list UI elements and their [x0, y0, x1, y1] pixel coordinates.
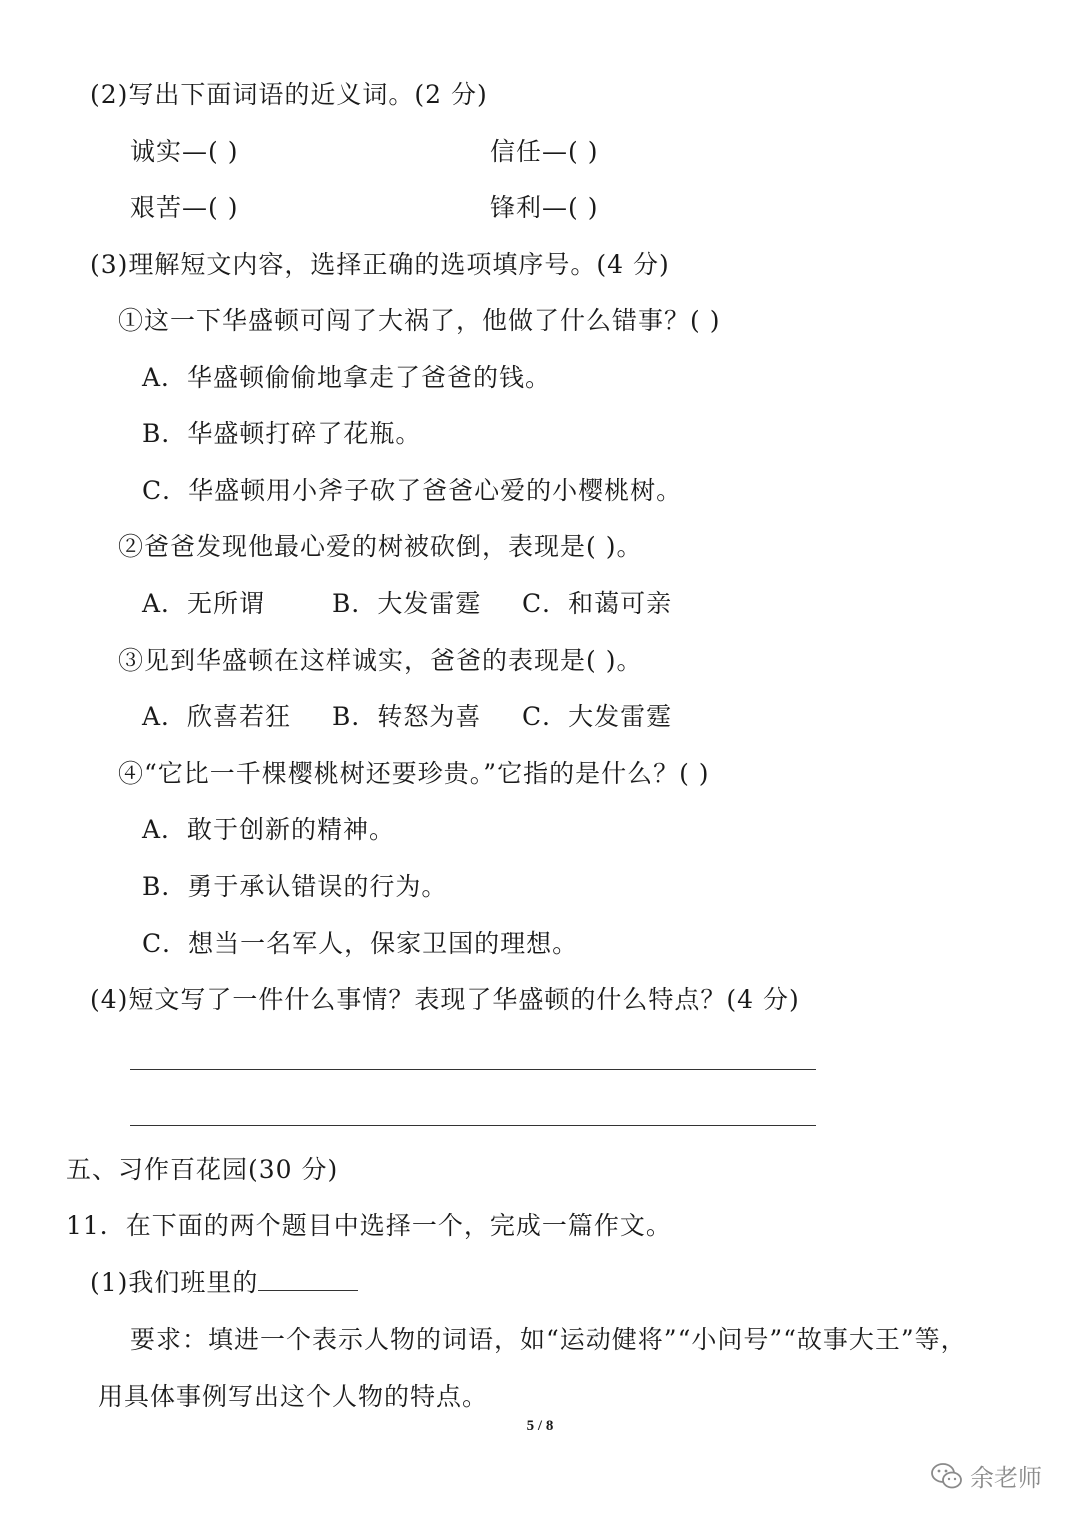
q2-title: (2)写出下面词语的近义词。(2 分)	[90, 80, 488, 109]
watermark	[930, 1458, 1042, 1493]
q3-sub1-option-a: A．华盛顿偷偷地拿走了爸爸的钱。	[142, 363, 552, 392]
answer-line-2	[130, 1125, 816, 1126]
essay-requirement-line-1: 要求：填进一个表示人物的词语，如“运动健将”“小问号”“故事大王”等，	[130, 1325, 967, 1354]
q2-item-sharp: 锋利—( )	[490, 193, 599, 222]
q3-sub4-stem: ④“它比一千棵樱桃树还要珍贵。”它指的是什么？( )	[118, 759, 710, 788]
q2-item-honest: 诚实—( )	[130, 137, 239, 166]
q3-sub1-stem: ①这一下华盛顿可闯了大祸了，他做了什么错事？( )	[118, 306, 721, 335]
q3-sub2-stem: ②爸爸发现他最心爱的树被砍倒，表现是( )。	[118, 532, 643, 561]
q3-sub4-option-b: B．勇于承认错误的行为。	[142, 872, 448, 901]
essay-topic-1-label: (1)我们班里的	[90, 1268, 259, 1297]
watermark-text: 余老师	[970, 1464, 1042, 1492]
section-five-title: 五、习作百花园(30 分)	[66, 1155, 339, 1184]
q2-item-hardship: 艰苦—( )	[130, 193, 239, 222]
q3-sub2-option-a: A．无所谓	[142, 589, 266, 618]
q3-sub4-option-c: C．想当一名军人，保家卫国的理想。	[142, 929, 579, 958]
question-11-prompt: 11．在下面的两个题目中选择一个，完成一篇作文。	[66, 1211, 672, 1240]
page-number: 5 / 8	[526, 1418, 554, 1434]
q3-sub3-option-b: B．转怒为喜	[332, 702, 482, 731]
q3-sub2-option-c: C．和蔼可亲	[522, 589, 673, 618]
essay-topic-blank	[258, 1266, 358, 1291]
q3-sub2-option-b: B．大发雷霆	[332, 589, 482, 618]
essay-topic-1	[90, 1266, 358, 1300]
q3-sub3-option-c: C．大发雷霆	[522, 702, 673, 731]
q3-sub3-stem: ③见到华盛顿在这样诚实，爸爸的表现是( )。	[118, 646, 643, 675]
answer-line-1	[130, 1069, 816, 1070]
q2-item-trust: 信任—( )	[490, 137, 599, 166]
essay-requirement-line-2: 用具体事例写出这个人物的特点。	[98, 1382, 489, 1411]
wechat-icon	[930, 1461, 964, 1491]
q3-sub4-option-a: A．敢于创新的精神。	[142, 815, 396, 844]
q3-sub3-option-a: A．欣喜若狂	[142, 702, 292, 731]
q4-title: (4)短文写了一件什么事情？表现了华盛顿的什么特点？(4 分)	[90, 985, 800, 1014]
q3-sub1-option-c: C．华盛顿用小斧子砍了爸爸心爱的小樱桃树。	[142, 476, 683, 505]
q3-title: (3)理解短文内容，选择正确的选项填序号。(4 分)	[90, 250, 670, 279]
q3-sub1-option-b: B．华盛顿打碎了花瓶。	[142, 419, 422, 448]
